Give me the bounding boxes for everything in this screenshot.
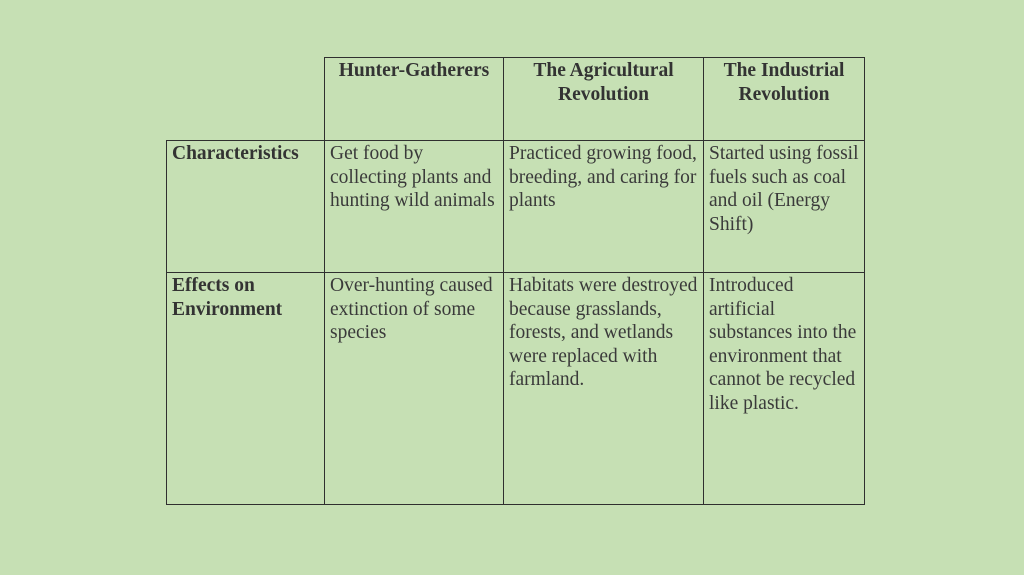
- table-cell: Over-hunting caused extinction of some species: [325, 273, 504, 505]
- header-industrial-revolution: The Industrial Revolution: [704, 58, 865, 141]
- table-cell: Introduced artificial substances into the environment that cannot be recycled like plastic.: [704, 273, 865, 505]
- row-label-effects-on-environment: Effects on Environment: [167, 273, 325, 505]
- table-cell: Practiced growing food, breeding, and caring for plants: [504, 141, 704, 273]
- table-corner-cell: [167, 58, 325, 141]
- header-hunter-gatherers: Hunter-Gatherers: [325, 58, 504, 141]
- row-label-characteristics: Characteristics: [167, 141, 325, 273]
- table-header-row: [167, 58, 865, 141]
- table-row: [167, 141, 865, 273]
- comparison-table: [166, 57, 865, 505]
- table-cell: Get food by collecting plants and hunting wild animals: [325, 141, 504, 273]
- table-row: [167, 273, 865, 505]
- header-agricultural-revolution: The Agricultural Revolution: [504, 58, 704, 141]
- table-cell: Started using fossil fuels such as coal and oil (Energy Shift): [704, 141, 865, 273]
- table-cell: Habitats were destroyed because grasslands, forests, and wetlands were replaced with farmland.: [504, 273, 704, 505]
